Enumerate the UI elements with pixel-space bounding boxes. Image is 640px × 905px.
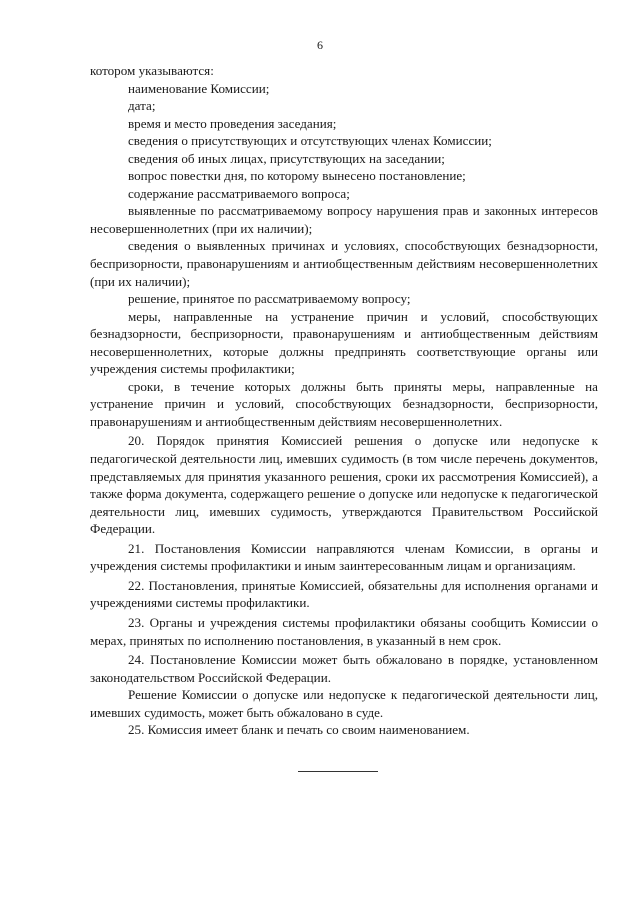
list-item-other-persons: сведения об иных лицах, присутствующих на заседании; <box>128 150 445 166</box>
paragraph-20: 20. Порядок принятия Комиссией решения о допуске или недопуске к педагогической деятельности лиц, имевших судимость (в том числе перечень документов, представляемых для принятия указанного решения, сроки их рассмотрения Комиссией), а также форма документа, содержащего решение о допуске или недопуске к педагогической деятельности лиц, имевших судимость, утверждаются Правительством Российской Федерации. <box>90 433 598 537</box>
list-item-agenda-question: вопрос повестки дня, по которому вынесено постановление; <box>128 168 466 184</box>
list-item-causes-conditions: сведения о выявленных причинах и условиях, способствующих безнадзорности, беспризорности, правонарушениям и антиобщественным действиям несовершеннолетних (при их наличии); <box>90 238 598 289</box>
list-item-members-attendance: сведения о присутствующих и отсутствующих членах Комиссии; <box>128 133 492 149</box>
page-number: 6 <box>317 38 323 52</box>
list-item-question-content: содержание рассматриваемого вопроса; <box>128 185 350 201</box>
list-item-decision: решение, принятое по рассматриваемому вопросу; <box>128 291 411 307</box>
paragraph-23: 23. Органы и учреждения системы профилактики обязаны сообщить Комиссии о мерах, принятых по исполнению постановления, в указанный в нем срок. <box>90 614 598 648</box>
list-item-date: дата; <box>128 98 156 114</box>
paragraph-appeal: Решение Комиссии о допуске или недопуске к педагогической деятельности лиц, имевших судимость, может быть обжаловано в суде. <box>90 687 598 720</box>
paragraph-21: 21. Постановления Комиссии направляются членам Комиссии, в органы и учреждения системы профилактики и иным заинтересованным лицам и организациям. <box>90 540 598 574</box>
paragraph-22: 22. Постановления, принятые Комиссией, обязательны для исполнения органами и учреждениями системы профилактики. <box>90 577 598 611</box>
list-item-measures: меры, направленные на устранение причин и условий, способствующих безнадзорности, беспризорности, правонарушениям и антиобщественным действиям несовершеннолетних, которые должны предпринять соответствующие органы или учреждения системы профилактики; <box>90 308 598 377</box>
paragraph-25: 25. Комиссия имеет бланк и печать со своим наименованием. <box>128 722 470 738</box>
list-item-time-place: время и место проведения заседания; <box>128 115 337 131</box>
closing-rule <box>298 771 378 772</box>
list-item-deadlines: сроки, в течение которых должны быть приняты меры, направленные на устранение причин и условий, способствующих безнадзорности, беспризорности, правонарушениям и антиобщественным действиям несовершеннолетних. <box>90 378 598 429</box>
paragraph-intro: котором указываются: <box>90 63 214 78</box>
list-item-commission-name: наименование Комиссии; <box>128 80 270 96</box>
list-item-rights-violations: выявленные по рассматриваемому вопросу нарушения прав и законных интересов несовершеннолетних (при их наличии); <box>90 203 598 236</box>
paragraph-24: 24. Постановление Комиссии может быть обжаловано в порядке, установленном законодательством Российской Федерации. <box>90 652 598 685</box>
document-body <box>90 62 598 739</box>
